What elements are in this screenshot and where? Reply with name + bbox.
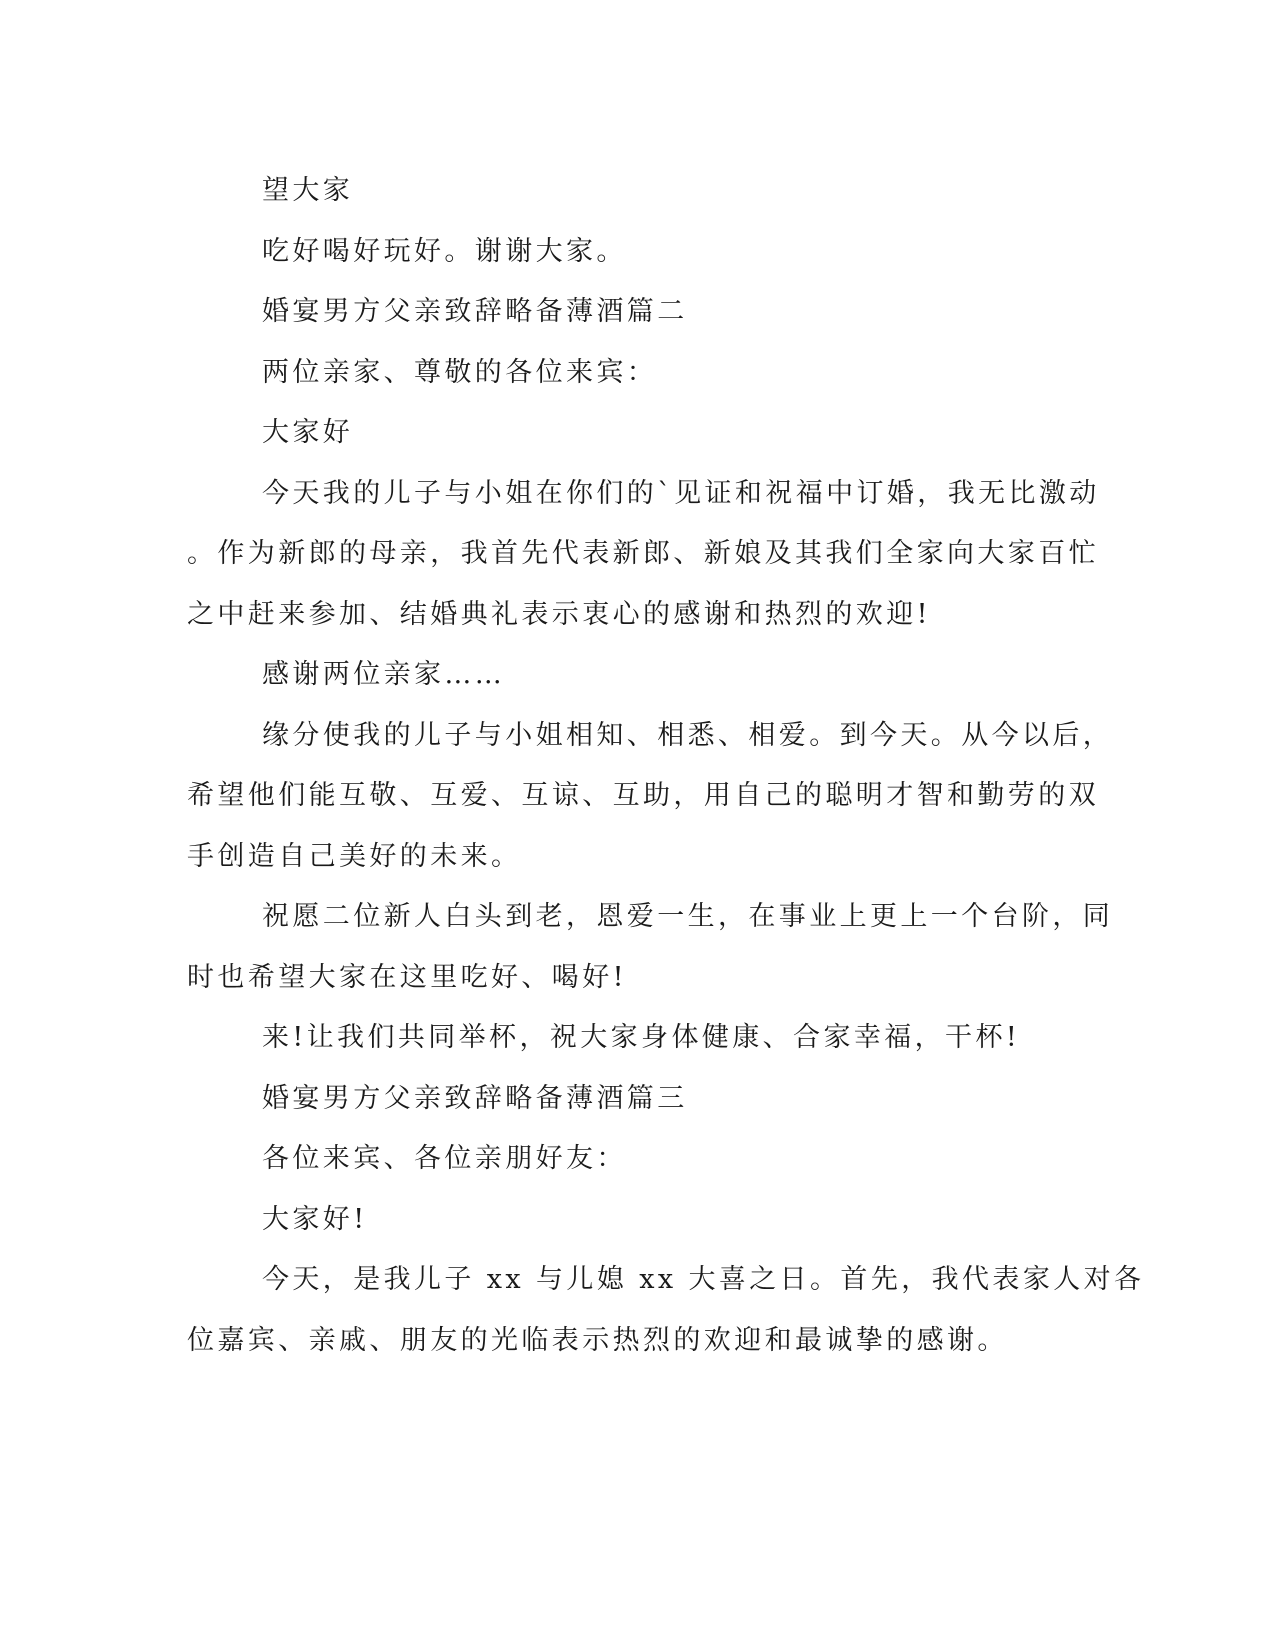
text-line: 大家好! [262,1203,368,1235]
text-line: 之中赶来参加、结婚典礼表示衷心的感谢和热烈的欢迎! [187,598,931,630]
paragraph [187,464,1100,646]
text-line: 各位来宾、各位亲朋好友： [262,1143,627,1174]
text-line: 祝愿二位新人白头到老，恩爱一生，在事业上更上一个台阶，同 [262,901,1114,932]
text-line: 今天，是我儿子 xx 与儿媳 xx 大喜之日。首先，我代表家人对各 [262,1264,1145,1295]
text-line: 时也希望大家在这里吃好、喝好! [187,961,627,993]
text-line: 来!让我们共同举杯，祝大家身体健康、合家幸福，干杯! [262,1022,1021,1053]
section-heading [187,282,1077,343]
text-line: 两位亲家、尊敬的各位来宾： [262,356,658,388]
section-heading [187,1069,1077,1130]
salutation [187,343,1077,404]
text-line: 大家好 [262,417,354,448]
greeting [187,1190,1077,1251]
text-line: 望大家 [262,175,354,206]
paragraph [187,1250,1145,1371]
paragraph [187,222,1077,283]
document-body [187,161,1145,1371]
text-line: 希望他们能互敬、互爱、互谅、互助，用自己的聪明才智和勤劳的双 [187,780,1099,811]
paragraph [187,161,1077,222]
paragraph [187,645,1077,706]
text-line: 位嘉宾、亲戚、朋友的光临表示热烈的欢迎和最诚挚的感谢。 [187,1324,1008,1356]
paragraph [187,1008,1077,1069]
text-line: 吃好喝好玩好。谢谢大家。 [262,235,627,267]
greeting [187,403,1077,464]
text-line: 缘分使我的儿子与小姐相知、相悉、相爱。到今天。从今以后， [262,719,1114,751]
text-line: 手创造自己美好的未来。 [187,840,522,872]
salutation [187,1129,1077,1190]
paragraph [187,887,1114,1008]
text-line: 。作为新郎的母亲，我首先代表新郎、新娘及其我们全家向大家百忙 [187,538,1099,569]
paragraph [187,706,1114,888]
text-line: 今天我的儿子与小姐在你们的`见证和祝福中订婚，我无比激动 [262,477,1100,509]
text-line: 感谢两位亲家…… [262,659,506,690]
text-line: 婚宴男方父亲致辞略备薄酒篇三 [262,1082,688,1114]
text-line: 婚宴男方父亲致辞略备薄酒篇二 [262,296,688,327]
